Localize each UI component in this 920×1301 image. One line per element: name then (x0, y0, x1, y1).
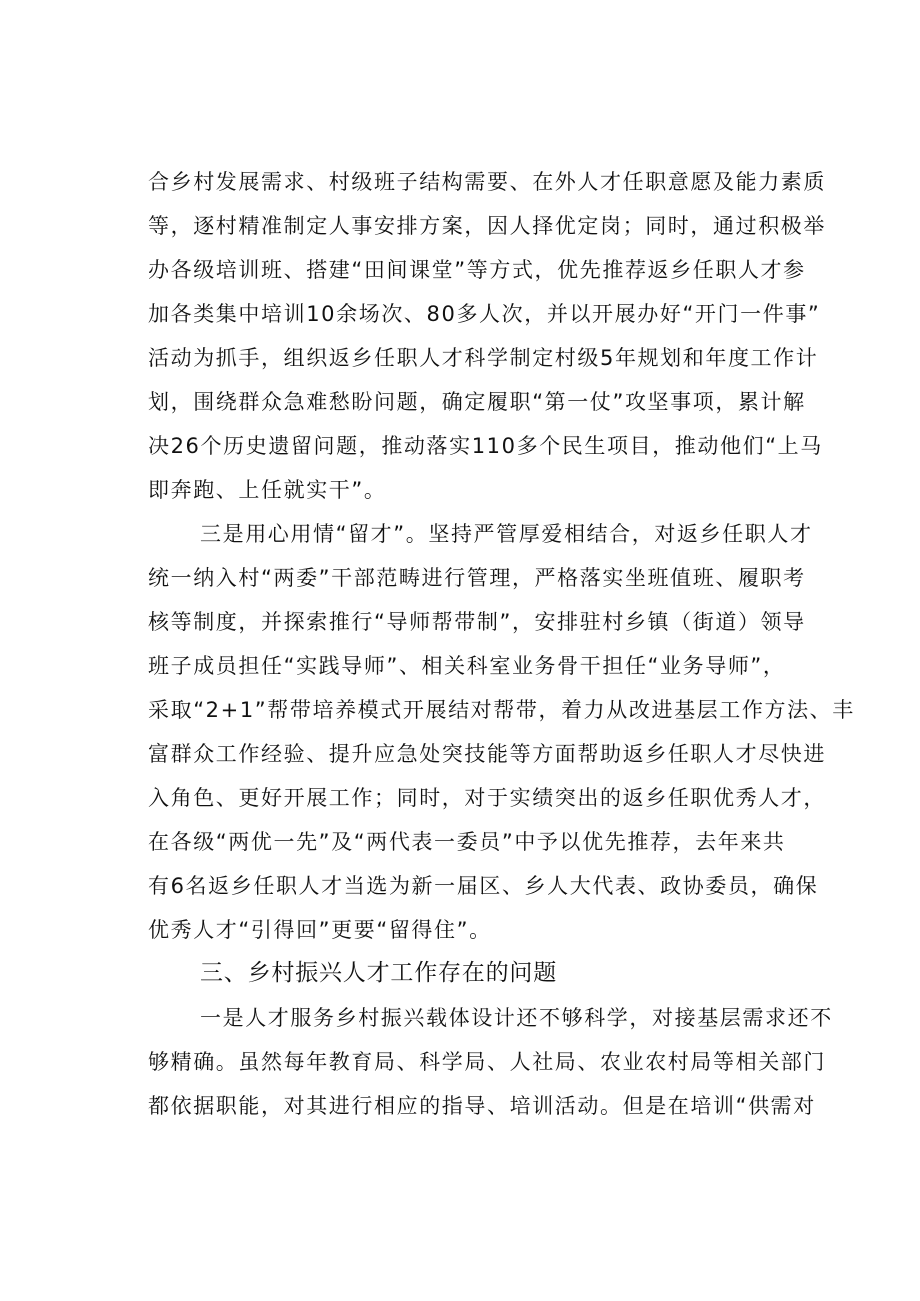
paragraph-line: 在各级“两优一先”及“两代表一委员”中予以优先推荐，去年来共 (148, 830, 786, 854)
paragraph-line: 核等制度，并探索推行“导师帮带制”，安排驻村乡镇（街道）领导 (148, 610, 806, 634)
paragraph-line: 划，围绕群众急难愁盼问题，确定履职“第一仗”攻坚事项，累计解 (148, 390, 806, 414)
paragraph-line: 办各级培训班、搭建“田间课堂”等方式，优先推荐返乡任职人才参 (148, 258, 806, 282)
paragraph-line: 一是人才服务乡村振兴载体设计还不够科学，对接基层需求还不 (200, 1006, 833, 1030)
section-heading: 三、乡村振兴人才工作存在的问题 (200, 960, 557, 986)
paragraph-line: 统一纳入村“两委”干部范畴进行管理，严格落实坐班值班、履职考 (148, 566, 806, 590)
paragraph-line: 活动为抓手，组织返乡任职人才科学制定村级5年规划和年度工作计 (148, 346, 819, 370)
paragraph-line: 合乡村发展需求、村级班子结构需要、在外人才任职意愿及能力素质 (148, 170, 826, 194)
paragraph-line: 都依据职能，对其进行相应的指导、培训活动。但是在培训“供需对 (148, 1094, 816, 1118)
paragraph-line: 富群众工作经验、提升应急处突技能等方面帮助返乡任职人才尽快进 (148, 742, 826, 766)
paragraph-line: 采取“2+1”帮带培养模式开展结对帮带，着力从改进基层工作方法、丰 (148, 698, 855, 722)
paragraph-line: 入角色、更好开展工作；同时，对于实绩突出的返乡任职优秀人才， (148, 786, 826, 810)
paragraph-line: 有6名返乡任职人才当选为新一届区、乡人大代表、政协委员，确保 (148, 874, 819, 898)
paragraph-line: 加各类集中培训10余场次、80多人次，并以开展办好“开门一件事” (148, 302, 821, 326)
paragraph-line: 够精确。虽然每年教育局、科学局、人社局、农业农村局等相关部门 (148, 1050, 826, 1074)
paragraph-line: 班子成员担任“实践导师”、相关科室业务骨干担任“业务导师”， (148, 654, 786, 678)
paragraph-line: 即奔跑、上任就实干”。 (148, 478, 387, 502)
paragraph-line: 优秀人才“引得回”更要“留得住”。 (148, 918, 492, 942)
paragraph-line: 决26个历史遗留问题，推动落实110多个民生项目，推动他们“上马 (148, 434, 823, 458)
paragraph-line: 三是用心用情“留才”。坚持严管厚爱相结合，对返乡任职人才 (200, 522, 813, 546)
paragraph-line: 等，逐村精准制定人事安排方案，因人择优定岗；同时，通过积极举 (148, 214, 826, 238)
